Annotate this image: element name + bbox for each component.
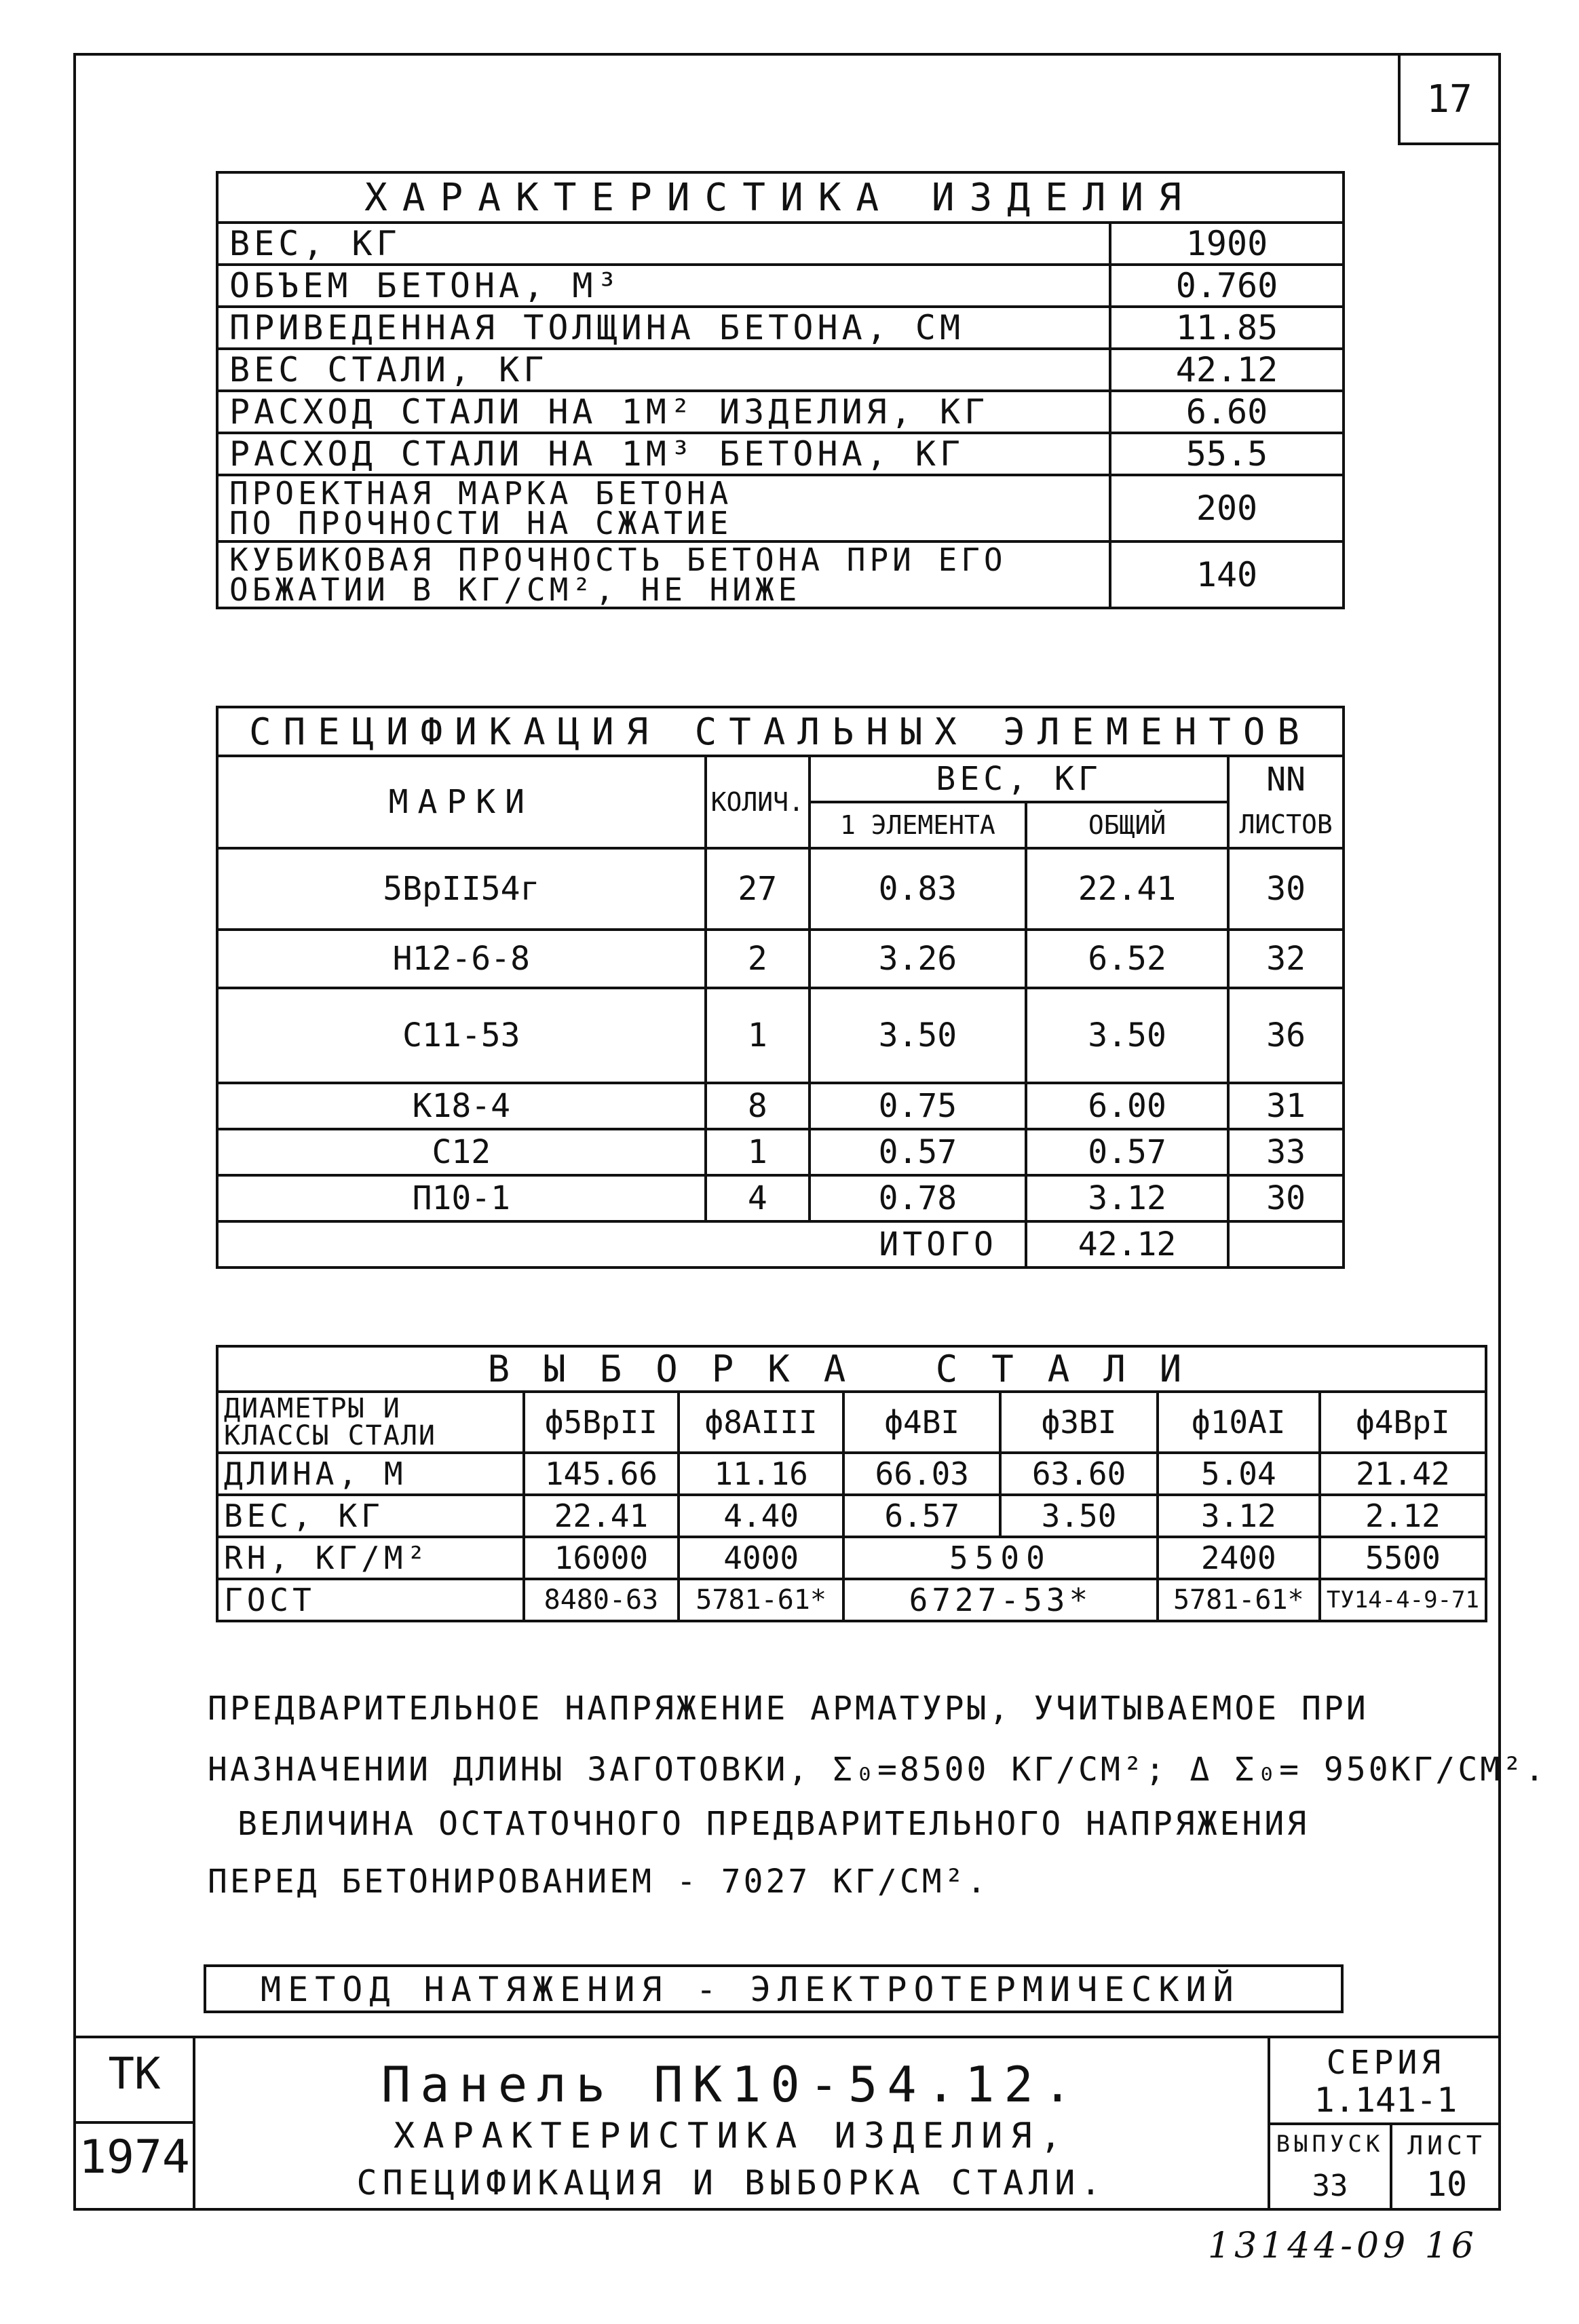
sheet-value: 10	[1426, 2165, 1468, 2204]
char-label: ПРИВЕДЕННАЯ ТОЛЩИНА БЕТОНА, СМ	[217, 307, 1110, 349]
qty-cell: 4	[706, 1175, 810, 1221]
total-cell: 3.12	[1026, 1175, 1228, 1221]
char-value: 0.760	[1110, 265, 1344, 307]
weight-header: ВЕС, КГ	[217, 1495, 524, 1537]
weight-cell: 6.57	[843, 1495, 1000, 1537]
weight-cell: 3.12	[1158, 1495, 1320, 1537]
sheet-cell: 31	[1228, 1083, 1344, 1129]
gost-cell: 8480-63	[524, 1579, 679, 1621]
sheet-cell: 33	[1228, 1129, 1344, 1175]
char-label-line2: ОБЖАТИИ В КГ/СМ², НЕ НИЖЕ	[229, 571, 801, 608]
char-value: 1900	[1110, 223, 1344, 265]
titleblock-series-divider	[1268, 2122, 1501, 2125]
steel-sampling-title: ВЫБОРКА СТАЛИ	[217, 1346, 1486, 1392]
char-value: 42.12	[1110, 349, 1344, 391]
frame-top-line	[73, 53, 1501, 56]
series-value: 1.141-1	[1314, 2080, 1458, 2120]
gost-header: ГОСТ	[217, 1579, 524, 1621]
rn-cell: 16000	[524, 1537, 679, 1579]
note-line-4: ПЕРЕД БЕТОНИРОВАНИЕМ - 7027 КГ/СМ².	[208, 1863, 989, 1901]
weight-header: ВЕС, КГ	[810, 756, 1228, 802]
total-cell: 3.50	[1026, 988, 1228, 1083]
length-header: ДЛИНА, М	[217, 1453, 524, 1495]
steel-sampling-table	[216, 1345, 1487, 1622]
characteristics-table	[216, 171, 1345, 609]
total-header: ОБЩИЙ	[1026, 802, 1228, 848]
per-cell: 0.78	[810, 1175, 1026, 1221]
char-value: 6.60	[1110, 391, 1344, 433]
char-value: 55.5	[1110, 433, 1344, 475]
total-cell: 6.00	[1026, 1083, 1228, 1129]
char-label-line1: КУБИКОВАЯ ПРОЧНОСТЬ БЕТОНА ПРИ ЕГО	[229, 541, 1007, 578]
frame-bottom-line	[73, 2208, 1501, 2211]
sheets-header: ЛИСТОВ	[1228, 802, 1344, 848]
mark-cell: С12	[217, 1129, 706, 1175]
steel-class-col: ф10АI	[1158, 1392, 1320, 1453]
mark-cell: Н12-6-8	[217, 930, 706, 988]
series-label: СЕРИЯ	[1326, 2044, 1445, 2082]
note-line-1: ПРЕДВАРИТЕЛЬНОЕ НАПРЯЖЕНИЕ АРМАТУРЫ, УЧИТЫВАЕМОЕ ПРИ	[208, 1690, 1369, 1728]
length-cell: 66.03	[843, 1453, 1000, 1495]
char-value: 200	[1110, 475, 1344, 541]
rn-cell: 2400	[1158, 1537, 1320, 1579]
steel-class-col: ф4ВI	[843, 1392, 1000, 1453]
org-code: ТК	[108, 2049, 161, 2099]
total-cell: 0.57	[1026, 1129, 1228, 1175]
sheet-cell: 32	[1228, 930, 1344, 988]
characteristics-title: ХАРАКТЕРИСТИКА ИЗДЕЛИЯ	[217, 172, 1344, 223]
length-cell: 5.04	[1158, 1453, 1320, 1495]
rn-header: RН, КГ/М²	[217, 1537, 524, 1579]
note-line-3: ВЕЛИЧИНА ОСТАТОЧНОГО ПРЕДВАРИТЕЛЬНОГО НАПРЯЖЕНИЯ	[237, 1805, 1310, 1843]
char-label	[217, 475, 1110, 541]
char-label: ВЕС, КГ	[217, 223, 1110, 265]
qty-cell: 2	[706, 930, 810, 988]
specification-title: СПЕЦИФИКАЦИЯ СТАЛЬНЫХ ЭЛЕМЕНТОВ	[217, 707, 1344, 756]
drawing-title-line2: ХАРАКТЕРИСТИКА ИЗДЕЛИЯ,	[393, 2116, 1070, 2156]
issue-value: 33	[1312, 2169, 1348, 2203]
total-cell: 6.52	[1026, 930, 1228, 988]
qty-header: КОЛИЧ.	[706, 756, 810, 848]
steel-class-col: ф3ВI	[1000, 1392, 1157, 1453]
frame-left-line	[73, 53, 76, 2211]
drawing-title-line1: Панель ПК10-54.12.	[381, 2056, 1082, 2113]
sheet-cell: 36	[1228, 988, 1344, 1083]
gost-cell: 5781-61*	[679, 1579, 843, 1621]
drawing-title-line3: СПЕЦИФИКАЦИЯ И ВЫБОРКА СТАЛИ.	[356, 2163, 1107, 2203]
sheet-cell: 30	[1228, 848, 1344, 930]
rn-cell: 4000	[679, 1537, 843, 1579]
issue-label: ВЫПУСК	[1276, 2131, 1384, 2158]
per-cell: 3.26	[810, 930, 1026, 988]
length-cell: 63.60	[1000, 1453, 1157, 1495]
char-label	[217, 541, 1110, 608]
tensioning-method: МЕТОД НАТЯЖЕНИЯ - ЭЛЕКТРОТЕРМИЧЕСКИЙ	[204, 1964, 1344, 2013]
mark-cell: С11-53	[217, 988, 706, 1083]
sheet-label: ЛИСТ	[1407, 2131, 1486, 2160]
diameters-header-line1: ДИАМЕТРЫ И	[224, 1393, 401, 1424]
diameters-header	[217, 1392, 524, 1453]
per-element-header: 1 ЭЛЕМЕНТА	[810, 802, 1026, 848]
char-label: РАСХОД СТАЛИ НА 1М² ИЗДЕЛИЯ, КГ	[217, 391, 1110, 433]
char-label: ВЕС СТАЛИ, КГ	[217, 349, 1110, 391]
char-value: 11.85	[1110, 307, 1344, 349]
char-label-line1: ПРОЕКТНАЯ МАРКА БЕТОНА	[229, 475, 733, 512]
qty-cell: 27	[706, 848, 810, 930]
titleblock-top-line	[73, 2036, 1501, 2038]
corner-sheet-number: 17	[1398, 53, 1501, 145]
per-cell: 0.75	[810, 1083, 1026, 1129]
qty-cell: 1	[706, 1129, 810, 1175]
rn-cell: 5500	[1320, 1537, 1486, 1579]
per-cell: 0.57	[810, 1129, 1026, 1175]
note-line-2: НАЗНАЧЕНИИ ДЛИНЫ ЗАГОТОВКИ, Σ₀=8500 КГ/СМ²; Δ Σ₀= 950КГ/СМ².	[208, 1751, 1547, 1789]
year: 1974	[79, 2131, 190, 2184]
total-value: 42.12	[1026, 1221, 1228, 1268]
char-label-line2: ПО ПРОЧНОСТИ НА СЖАТИЕ	[229, 505, 733, 541]
archive-number: 13144-09 16	[1208, 2226, 1478, 2266]
length-cell: 11.16	[679, 1453, 843, 1495]
frame-right-line	[1498, 53, 1501, 2211]
weight-cell: 2.12	[1320, 1495, 1486, 1537]
titleblock-org-divider	[73, 2121, 193, 2124]
empty-cell	[1228, 1221, 1344, 1268]
weight-cell: 3.50	[1000, 1495, 1157, 1537]
mark-cell: 5ВрII54г	[217, 848, 706, 930]
char-value: 140	[1110, 541, 1344, 608]
total-cell: 22.41	[1026, 848, 1228, 930]
weight-cell: 4.40	[679, 1495, 843, 1537]
per-cell: 0.83	[810, 848, 1026, 930]
gost-cell: 5781-61*	[1158, 1579, 1320, 1621]
mark-cell: К18-4	[217, 1083, 706, 1129]
weight-cell: 22.41	[524, 1495, 679, 1537]
diameters-header-line2: КЛАССЫ СТАЛИ	[224, 1420, 436, 1451]
qty-cell: 1	[706, 988, 810, 1083]
char-label: РАСХОД СТАЛИ НА 1М³ БЕТОНА, КГ	[217, 433, 1110, 475]
per-cell: 3.50	[810, 988, 1026, 1083]
qty-cell: 8	[706, 1083, 810, 1129]
gost-cell: 6727-53*	[843, 1579, 1158, 1621]
mark-cell: П10-1	[217, 1175, 706, 1221]
length-cell: 21.42	[1320, 1453, 1486, 1495]
steel-class-col: ф5ВрII	[524, 1392, 679, 1453]
total-label: ИТОГО	[217, 1221, 1026, 1268]
specification-table	[216, 706, 1345, 1269]
marks-header: МАРКИ	[217, 756, 706, 848]
char-label: ОБЪЕМ БЕТОНА, М³	[217, 265, 1110, 307]
gost-cell: ТУ14-4-9-71	[1320, 1579, 1486, 1621]
rn-cell: 5500	[843, 1537, 1158, 1579]
length-cell: 145.66	[524, 1453, 679, 1495]
steel-class-col: ф4ВрI	[1320, 1392, 1486, 1453]
sheets-nn-header: NN	[1228, 756, 1344, 802]
steel-class-col: ф8АIII	[679, 1392, 843, 1453]
sheet-cell: 30	[1228, 1175, 1344, 1221]
